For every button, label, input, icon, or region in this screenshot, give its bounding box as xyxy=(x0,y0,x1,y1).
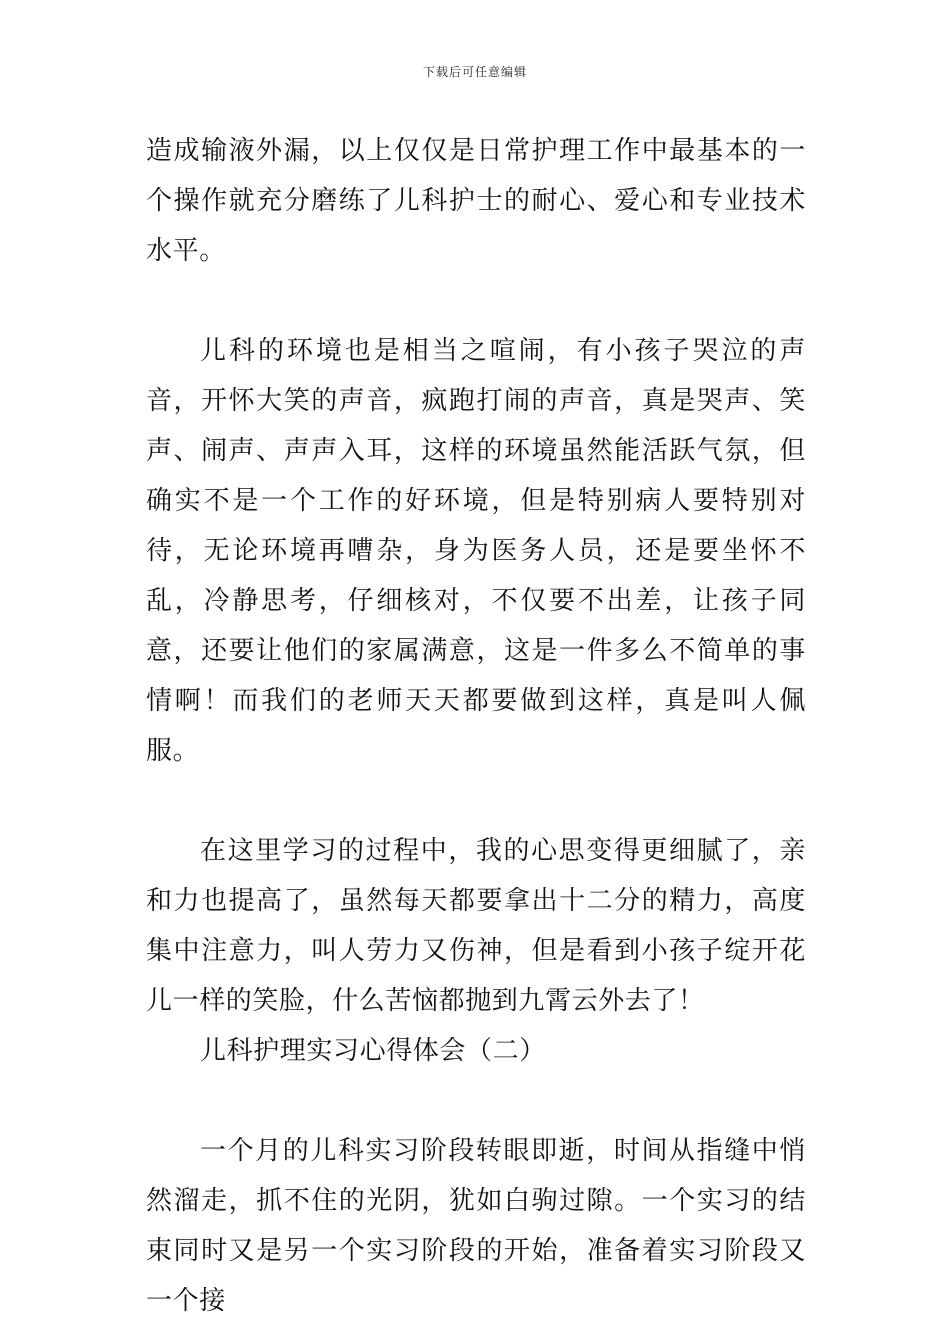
paragraph-continued: 造成输液外漏，以上仅仅是日常护理工作中最基本的一个操作就充分磨练了儿科护士的耐心、爱心和专业技术水平。 xyxy=(146,136,806,266)
paragraph-environment: 儿科的环境也是相当之喧闹，有小孩子哭泣的声音，开怀大笑的声音，疯跑打闹的声音，真是哭声、笑声、闹声、声声入耳，这样的环境虽然能活跃气氛，但确实不是一个工作的好环境，但是特别病人要特别对待，无论环境再嘈杂，身为医务人员，还是要坐怀不乱，冷静思考，仔细核对，不仅要不出差，让孩子同意，还要让他们的家属满意，这是一件多么不简单的事情啊！而我们的老师天天都要做到这样，真是叫人佩服。 xyxy=(146,336,806,766)
paragraph-internship: 一个月的儿科实习阶段转眼即逝，时间从指缝中悄然溜走，抓不住的光阴，犹如白驹过隙。一个实习的结束同时又是另一个实习阶段的开始，准备着实习阶段又一个接 xyxy=(146,1136,806,1316)
document-body xyxy=(146,126,806,1326)
paragraph-learning: 在这里学习的过程中，我的心思变得更细腻了，亲和力也提高了，虽然每天都要拿出十二分的精力，高度集中注意力，叫人劳力又伤神，但是看到小孩子绽开花儿一样的笑脸，什么苦恼都抛到九霄云外去了！ xyxy=(146,836,806,1016)
section-title: 儿科护理实习心得体会（二） xyxy=(200,1036,546,1066)
page-header: 下载后可任意编辑 xyxy=(422,65,527,79)
